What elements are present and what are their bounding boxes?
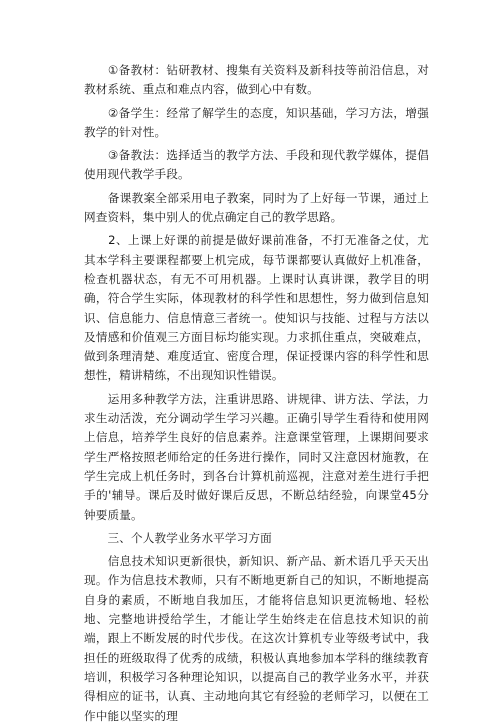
paragraph-prepare-students: ②备学生：经常了解学生的态度，知识基础，学习方法，增强教学的针对性。: [84, 105, 429, 139]
paragraph-prepare-methods: ③备教法：选择适当的教学方法、手段和现代教学媒体，提倡使用现代教学手段。: [84, 148, 429, 182]
paragraph-teaching-class: 2、上课上好课的前提是做好课前准备，不打无准备之仗，尤其本学科主要课程都要上机完成，每节课都要认真做好上机准备，检查机器状态，有无不可用机器。上课时认真讲课，教学目的明确，符合学生实际，体现教材的科学性和思想性，努力做到信息知识、信息能力、信息情意三者统一。使知识与技能、过程与方法以及情感和价值观三方面目标均能实现。力求抓住重点，突破难点，做到条理清楚、难度适宜、密度合理，保证授课内容的科学性和思想性，精讲精练，不出现知识性错误。: [84, 233, 429, 383]
paragraph-knowledge-update: 信息技术知识更新很快，新知识、新产品、新术语几乎天天出现。作为信息技术教师，只有不断地更新自己的知识，不断地提高自身的素质，不断地自我加压，才能将信息知识更流畅地、轻松地、完整地讲授给学生，才能让学生始终走在信息技术知识的前端，跟上不断发展的时代步伐。在这次计算机专业等级考试中，我担任的班级取得了优秀的成绩，积极认真地参加本学科的继续教育培训，积极学习各种理论知识，以提高自己的教学业务水平，并获得相应的证书，认真、主动地向其它有经验的老师学习，以便在工作中能以坚实的理: [84, 554, 429, 723]
paragraph-prepare-materials: ①备教材：钻研教材、搜集有关资料及新科技等前沿信息，对教材系统、重点和难点内容，做到心中有数。: [84, 63, 429, 97]
section-heading-professional-study: 三、个人教学业务水平学习方面: [84, 530, 272, 545]
document-body: [84, 61, 429, 726]
paragraph-teaching-methods: 运用多种教学方法，注重讲思路、讲规律、讲方法、学法，力求生动活泼，充分调动学生学习兴趣。正确引导学生看待和使用网上信息，培养学生良好的信息素养。注意课堂管理，上课期间要求学生严格按照老师给定的任务进行操作，同时又注意因材施教，在学生完成上机任务时，到各台计算机前巡视，注意对差生进行手把手的'辅导。课后及时做好课后反思，不断总结经验，向课堂45分钟要质量。: [84, 391, 429, 522]
paragraph-electronic-lesson-plans: 备课教案全部采用电子教案，同时为了上好每一节课，通过上网查资料，集中别人的优点确定自己的教学思路。: [84, 190, 429, 225]
